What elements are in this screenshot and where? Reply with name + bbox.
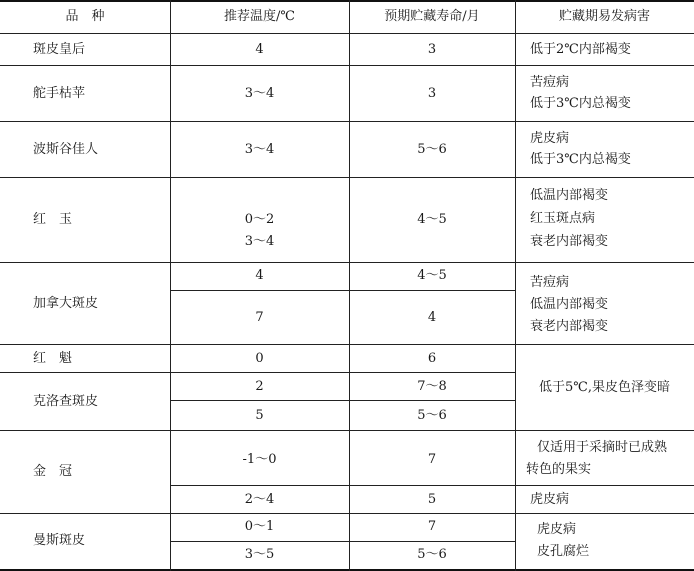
row-rule [0,430,694,431]
variety-cell: 斑皮皇后 [33,42,86,57]
row-rule [0,262,694,263]
storage-life-cell: 4～5 [417,212,447,227]
header-temperature: 推荐温度/℃ [224,9,295,24]
temperature-cell: 0～1 [244,519,275,534]
sub-row-rule [170,541,515,542]
variety-cell: 红 玉 [33,212,73,227]
temperature-cell: 7 [255,310,264,325]
sub-row-rule [170,400,515,401]
disease-cell: 苦痘病 [530,75,570,90]
temperature-cell: 5 [255,408,264,423]
disease-cell: 低于2℃内部褐变 [530,42,631,57]
storage-life-cell: 6 [427,351,437,366]
storage-life-cell: 3 [427,86,437,101]
storage-life-cell: 3 [427,42,437,57]
row-rule [0,121,694,122]
header-storage-life: 预期贮藏寿命/月 [384,9,480,24]
disease-cell: 仅适用于采摘时已成熟 [537,440,668,455]
variety-cell: 曼斯斑皮 [33,533,86,548]
disease-cell: 低温内部褐变 [530,188,609,203]
disease-cell: 皮孔腐烂 [537,544,590,559]
disease-cell: 衰老内部褐变 [530,234,609,249]
table-top-rule [0,0,694,2]
temperature-cell: -1～0 [242,452,277,467]
storage-life-cell: 7 [427,452,437,467]
temperature-cell: 4 [255,42,264,57]
disease-cell: 虎皮病 [537,522,577,537]
storage-life-cell: 5～6 [417,142,447,157]
temperature-cell: 3～5 [244,547,275,562]
variety-cell: 克洛查斑皮 [33,394,99,409]
disease-cell: 虎皮病 [530,131,570,146]
temperature-cell: 2 [255,379,264,394]
storage-life-cell: 5～6 [417,547,447,562]
temperature-cell: 3～4 [244,142,275,157]
disease-cell: 苦痘病 [530,275,570,290]
disease-cell: 虎皮病 [530,492,570,507]
storage-life-cell: 5 [427,492,437,507]
disease-cell: 衰老内部褐变 [530,319,609,334]
variety-cell: 舵手枯苹 [33,86,86,101]
variety-cell: 金 冠 [33,464,73,479]
header-disease: 贮藏期易发病害 [558,9,650,24]
temperature-cell: 3～4 [244,86,275,101]
header-rule [0,33,694,34]
sub-row-rule [170,290,515,291]
column-divider [515,0,516,571]
disease-cell: 低于3℃内总褐变 [530,96,631,111]
disease-cell: 低于3℃内总褐变 [530,152,631,167]
row-rule [0,177,694,178]
row-rule [0,65,694,66]
header-variety: 品 种 [65,9,105,24]
temperature-cell: 4 [255,268,264,283]
storage-life-cell: 5～6 [417,408,447,423]
variety-cell: 红 魁 [33,351,73,366]
storage-life-cell: 7～8 [417,379,447,394]
disease-cell: 红玉斑点病 [530,211,596,226]
temperature-cell: 0～2 [244,212,275,227]
temperature-cell: 3～4 [244,234,275,249]
storage-life-cell: 7 [427,519,437,534]
row-rule [0,513,694,514]
disease-cell: 低于5℃,果皮色泽变暗 [539,380,670,395]
variety-cell: 波斯谷佳人 [33,142,99,157]
temperature-cell: 2～4 [244,492,275,507]
storage-life-cell: 4～5 [417,268,447,283]
variety-cell: 加拿大斑皮 [33,296,99,311]
disease-cell: 转色的果实 [526,462,592,477]
temperature-cell: 0 [255,351,264,366]
storage-life-cell: 4 [427,310,437,325]
sub-row-rule [170,485,694,486]
disease-cell: 低温内部褐变 [530,297,609,312]
row-rule [0,344,694,345]
row-rule [0,372,515,373]
